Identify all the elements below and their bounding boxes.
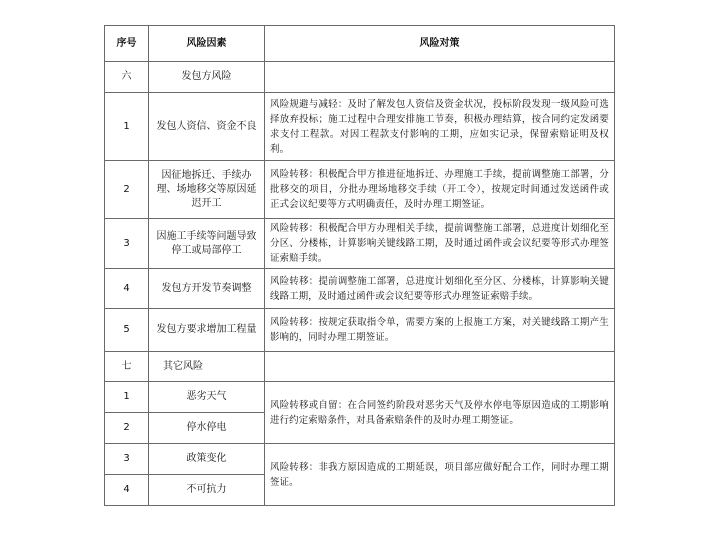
- row-num: 1: [105, 382, 149, 413]
- section-num: 六: [105, 62, 149, 93]
- row-measure: 风险转移：积极配合甲方办理相关手续，提前调整施工部署，总进度计划细化至分区、分楼栋，计算影响关键线路工期，及时通过函件或会议纪要等形式办理签证索赔手续。: [265, 219, 615, 269]
- row-factor: 发包方开发节奏调整: [149, 269, 265, 309]
- row-factor: 因征地拆迁、手续办理、场地移交等原因延迟开工: [149, 161, 265, 219]
- row-num: 1: [105, 93, 149, 161]
- row-factor: 政策变化: [149, 444, 265, 475]
- table-row: [105, 382, 615, 413]
- row-num: 4: [105, 269, 149, 309]
- header-factor: 风险因素: [149, 26, 265, 62]
- row-factor: 停水停电: [149, 413, 265, 444]
- section-num: 七: [105, 352, 149, 382]
- row-num: 2: [105, 413, 149, 444]
- table-row: [105, 219, 615, 269]
- row-num: 2: [105, 161, 149, 219]
- table-row: [105, 269, 615, 309]
- row-measure: 风险转移或自留：在合同签约阶段对恶劣天气及停水停电等原因造成的工期影响进行约定索赔条件，对具备索赔条件的及时办理工期签证。: [265, 382, 615, 444]
- section-row: [105, 352, 615, 382]
- row-num: 3: [105, 444, 149, 475]
- row-factor: 恶劣天气: [149, 382, 265, 413]
- table-row: [105, 161, 615, 219]
- row-measure: 风险转移：非我方原因造成的工期延误，项目部应做好配合工作，同时办理工期签证。: [265, 444, 615, 506]
- section-empty: [265, 352, 615, 382]
- row-factor: 发包人资信、资金不良: [149, 93, 265, 161]
- row-measure: 风险转移：按规定获取指令单，需要方案的上报施工方案，对关键线路工期产生影响的，同时办理工期签证。: [265, 309, 615, 352]
- section-row: [105, 62, 615, 93]
- row-factor: 因施工手续等问题导致停工或局部停工: [149, 219, 265, 269]
- table-row: [105, 93, 615, 161]
- section-title: 发包方风险: [149, 62, 265, 93]
- row-measure: 风险转移：提前调整施工部署，总进度计划细化至分区、分楼栋，计算影响关键线路工期，及时通过函件或会议纪要等形式办理签证索赔手续。: [265, 269, 615, 309]
- section-empty: [265, 62, 615, 93]
- table-row: [105, 309, 615, 352]
- row-factor: 不可抗力: [149, 475, 265, 506]
- row-num: 5: [105, 309, 149, 352]
- row-num: 3: [105, 219, 149, 269]
- row-num: 4: [105, 475, 149, 506]
- row-factor: 发包方要求增加工程量: [149, 309, 265, 352]
- risk-table: [104, 25, 615, 506]
- row-measure: 风险规避与减轻：及时了解发包人资信及资金状况，投标阶段发现一级风险可选择放弃投标；施工过程中合理安排施工节奏，积极办理结算，按合同约定发函要求支付工程款。对因工程款支付影响的工期，应如实记录，保留索赔证明及权利。: [265, 93, 615, 161]
- header-measure: 风险对策: [265, 26, 615, 62]
- header-row: [105, 26, 615, 62]
- row-measure: 风险转移：积极配合甲方推进征地拆迁、办理施工手续，提前调整施工部署，分批移交的项目，分批办理场地移交手续（开工令），按规定时间通过发送函件或正式会议纪要等方式明确责任，及时办理工期签证。: [265, 161, 615, 219]
- header-seq: 序号: [105, 26, 149, 62]
- table-row: [105, 444, 615, 475]
- section-title: 其它风险: [149, 352, 265, 382]
